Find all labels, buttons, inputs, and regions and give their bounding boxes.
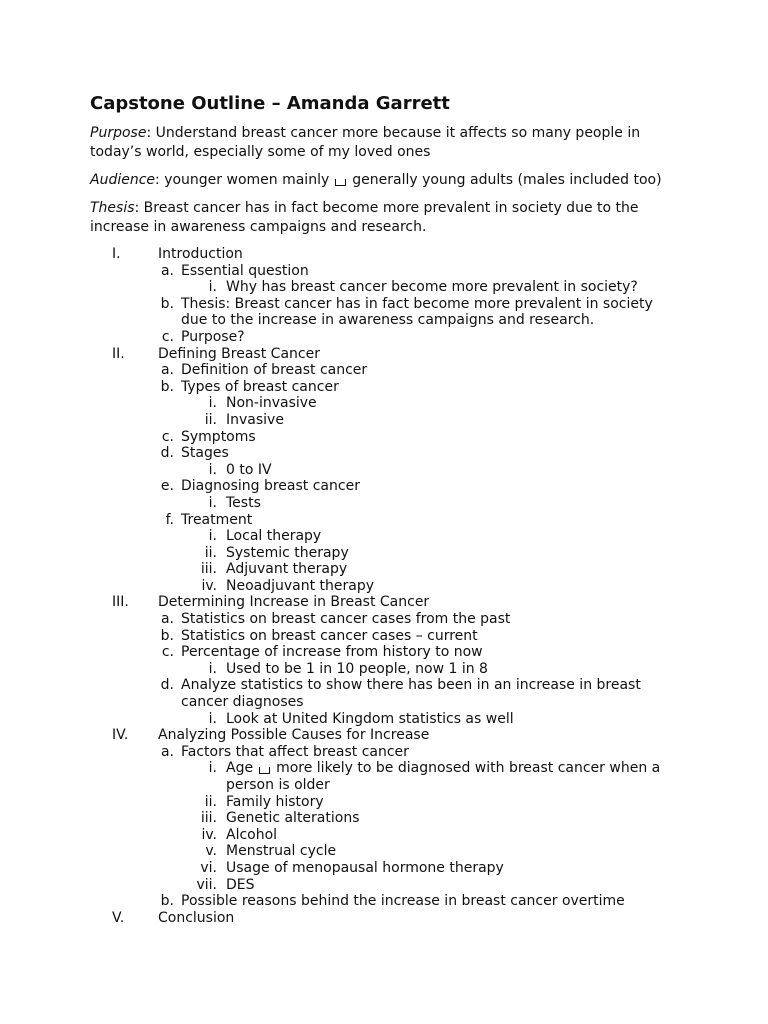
thesis-label: Thesis — [90, 200, 135, 216]
outline-text-main: Definition of breast cancer — [181, 362, 368, 379]
outline-text-main: Purpose? — [181, 328, 245, 345]
audience-text-after: generally young adults (males included too) — [352, 172, 662, 188]
outline-text-main: Look at United Kingdom statistics as well — [226, 710, 514, 727]
outline-text — [181, 893, 681, 910]
outline-text — [226, 495, 666, 512]
outline-marker: i. — [208, 710, 217, 727]
outline-text — [226, 545, 666, 562]
outline-marker: b. — [160, 627, 174, 644]
outline-text-main: Symptoms — [181, 428, 256, 445]
outline-marker: e. — [160, 478, 174, 495]
outline-item — [0, 727, 768, 744]
outline-item — [0, 346, 768, 363]
outline-text — [181, 611, 681, 628]
outline-text — [181, 429, 681, 446]
outline-marker: b. — [160, 295, 174, 312]
outline-text — [181, 263, 681, 280]
outline-item — [0, 512, 768, 529]
outline-marker: ii. — [204, 793, 217, 810]
outline-text-main: Usage of menopausal hormone therapy — [226, 859, 504, 876]
outline-text-main: Alcohol — [226, 826, 278, 843]
outline-marker: i. — [208, 760, 217, 777]
outline-text-main: Invasive — [226, 411, 284, 428]
outline-marker: vii. — [196, 876, 217, 893]
outline-item — [0, 677, 768, 710]
outline-item — [0, 279, 768, 296]
thesis-text: : Breast cancer has in fact become more prevalent in society due to the increase in awareness campaigns and research. — [90, 200, 639, 235]
outline-text — [226, 395, 666, 412]
outline-text-main: Why has breast cancer become more prevalent in society? — [226, 279, 638, 296]
purpose-label: Purpose — [90, 125, 147, 141]
outline-text — [158, 910, 678, 927]
outline-item — [0, 296, 768, 329]
purpose-text: : Understand breast cancer more because it affects so many people in today’s world, especially some of my loved ones — [90, 125, 641, 160]
outline-item — [0, 545, 768, 562]
outline-text — [181, 362, 681, 379]
outline-text-main: Diagnosing breast cancer — [181, 478, 360, 495]
outline-text — [226, 578, 666, 595]
outline-marker: iv. — [201, 826, 217, 843]
audience-text-before: : younger women mainly — [155, 172, 330, 188]
outline-marker: i. — [208, 528, 217, 545]
outline-marker: ii. — [204, 411, 217, 428]
outline-marker: a. — [160, 362, 174, 379]
outline-marker: III. — [112, 594, 129, 611]
outline-item — [0, 478, 768, 495]
outline-item — [0, 910, 768, 927]
outline-text-main: Statistics on breast cancer cases – current — [181, 627, 478, 644]
outline-text — [181, 379, 681, 396]
outline-text-main: Genetic alterations — [226, 810, 360, 827]
outline-text — [181, 478, 681, 495]
outline-item — [0, 362, 768, 379]
outline-text-main: Analyzing Possible Causes for Increase — [158, 727, 430, 744]
outline-text — [181, 644, 681, 661]
outline-item — [0, 628, 768, 645]
outline-text-main: Local therapy — [226, 528, 322, 545]
outline-item — [0, 843, 768, 860]
outline-marker: i. — [208, 395, 217, 412]
outline-marker: c. — [161, 328, 174, 345]
audience-label: Audience — [90, 172, 156, 188]
outline-item — [0, 329, 768, 346]
outline-marker: II. — [112, 345, 125, 362]
outline-text — [226, 528, 666, 545]
outline-text — [181, 628, 681, 645]
outline-text-main: Analyze statistics to show there has been in an increase in breast cancer diagnoses — [181, 677, 641, 711]
outline-marker: i. — [208, 494, 217, 511]
outline-text — [226, 827, 666, 844]
outline-text — [226, 810, 666, 827]
outline-text — [226, 860, 666, 877]
outline-marker: c. — [161, 644, 174, 661]
outline-item — [0, 711, 768, 728]
outline-text — [226, 760, 666, 793]
outline-marker: iii. — [200, 561, 217, 578]
document-title: Capstone Outline – Amanda Garrett — [90, 93, 450, 114]
outline-marker: ii. — [204, 544, 217, 561]
outline-text-main: Stages — [181, 445, 229, 462]
outline-item — [0, 594, 768, 611]
outline-marker: V. — [112, 909, 125, 926]
outline-item — [0, 611, 768, 628]
outline-marker: a. — [160, 611, 174, 628]
outline-text — [226, 843, 666, 860]
outline-text-main: Introduction — [158, 246, 243, 262]
outline-text — [181, 744, 681, 761]
outline-text-main: Neoadjuvant therapy — [226, 577, 375, 594]
outline-item — [0, 379, 768, 396]
outline-item — [0, 495, 768, 512]
outline-item — [0, 412, 768, 429]
outline-marker: a. — [160, 262, 174, 279]
outline-item — [0, 794, 768, 811]
outline-marker: iii. — [200, 810, 217, 827]
outline-marker: i. — [208, 279, 217, 296]
outline-text-main: Statistics on breast cancer cases from the past — [181, 611, 511, 628]
outline-text-main: Systemic therapy — [226, 544, 349, 561]
outline-marker: IV. — [112, 727, 129, 744]
outline-text — [158, 346, 678, 363]
outline-item — [0, 462, 768, 479]
outline-text — [181, 296, 681, 329]
outline-text-main: Menstrual cycle — [226, 843, 337, 860]
outline-item — [0, 644, 768, 661]
outline-marker: iv. — [201, 577, 217, 594]
outline-text — [226, 279, 666, 296]
outline-marker: d. — [160, 445, 174, 462]
outline-item — [0, 661, 768, 678]
outline-item — [0, 893, 768, 910]
outline-text-main: Determining Increase in Breast Cancer — [158, 594, 430, 611]
outline-text-after: more likely to be diagnosed with breast cancer when a person is older — [226, 760, 661, 793]
outline-item — [0, 860, 768, 877]
outline-text-main: Factors that affect breast cancer — [181, 743, 409, 760]
outline-text — [226, 877, 666, 894]
outline-text — [158, 594, 678, 611]
outline-text-main: Possible reasons behind the increase in breast cancer overtime — [181, 893, 625, 910]
outline-item — [0, 528, 768, 545]
outline-text-main: Adjuvant therapy — [226, 561, 348, 578]
outline-text — [181, 445, 681, 462]
outline-marker: i. — [208, 461, 217, 478]
outline-text — [226, 794, 666, 811]
outline-marker: vi. — [200, 859, 217, 876]
outline-text — [226, 711, 666, 728]
outline-text-main: Age — [226, 760, 254, 777]
outline-text — [181, 329, 681, 346]
outline-text-main: Percentage of increase from history to now — [181, 644, 483, 661]
outline-item — [0, 395, 768, 412]
outline-text-main: Tests — [226, 494, 261, 511]
placeholder-glyph-icon — [335, 179, 346, 186]
outline-text-main: Family history — [226, 793, 324, 810]
outline-text-main: Defining Breast Cancer — [158, 345, 320, 362]
outline-item — [0, 744, 768, 761]
thesis-paragraph — [90, 199, 690, 236]
outline-marker: d. — [160, 677, 174, 694]
outline-text — [226, 462, 666, 479]
outline-text — [181, 512, 681, 529]
outline-text-main: Conclusion — [158, 909, 235, 926]
outline-item — [0, 246, 768, 263]
outline-item — [0, 877, 768, 894]
outline-marker: f. — [165, 511, 174, 528]
outline-marker: b. — [160, 893, 174, 910]
outline-item — [0, 578, 768, 595]
outline-marker: I. — [112, 246, 121, 262]
placeholder-glyph-icon — [259, 767, 270, 774]
outline-item — [0, 445, 768, 462]
outline-text — [226, 561, 666, 578]
outline-marker: v. — [205, 843, 217, 860]
outline-text-main: Treatment — [181, 511, 253, 528]
outline-text-main: DES — [226, 876, 255, 893]
outline-marker: b. — [160, 378, 174, 395]
outline-marker: i. — [208, 660, 217, 677]
purpose-paragraph — [90, 124, 690, 161]
outline-marker: a. — [160, 743, 174, 760]
outline-text-main: Essential question — [181, 262, 309, 279]
outline-text — [226, 412, 666, 429]
outline-item — [0, 760, 768, 793]
outline-item — [0, 810, 768, 827]
outline-item — [0, 429, 768, 446]
outline-item — [0, 263, 768, 280]
outline-text-main: Non-invasive — [226, 395, 317, 412]
outline-text-main: Thesis: Breast cancer has in fact become more prevalent in society due to the increase in awareness campaigns and research. — [181, 295, 653, 329]
outline-list — [0, 246, 768, 926]
outline-item — [0, 827, 768, 844]
outline-text-main: Types of breast cancer — [181, 378, 339, 395]
outline-marker: c. — [161, 428, 174, 445]
outline-text — [226, 661, 666, 678]
outline-text — [181, 677, 681, 710]
outline-text-main: 0 to IV — [226, 461, 272, 478]
audience-paragraph — [90, 171, 690, 190]
outline-item — [0, 561, 768, 578]
outline-text — [158, 246, 678, 263]
outline-text-main: Used to be 1 in 10 people, now 1 in 8 — [226, 660, 488, 677]
outline-text — [158, 727, 678, 744]
